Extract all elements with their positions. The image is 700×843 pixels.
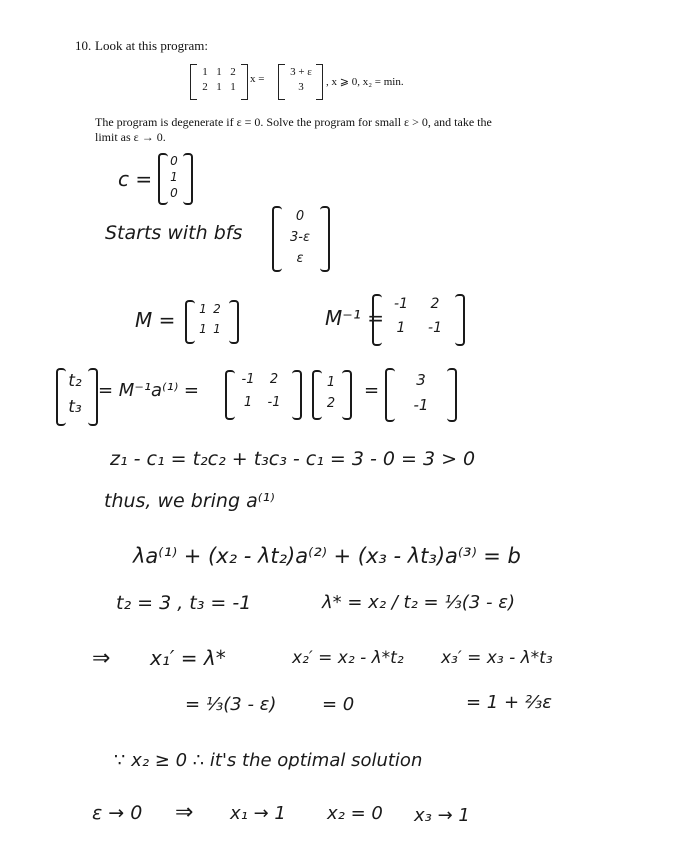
m-inverse-cell: 2 <box>430 296 440 312</box>
m-inverse-matrix <box>386 296 454 336</box>
optimal-solution-line: ∵ x₂ ≥ 0 ∴ it's the optimal solution <box>114 750 423 771</box>
matrix-cell: 1 <box>216 66 222 78</box>
c-vector-entry: 0 <box>170 186 178 200</box>
a1-vector-entry: 1 <box>326 375 336 390</box>
x2-prime: x₂′ = x₂ - λ*t₂ <box>292 648 404 668</box>
m-matrix-cell: 1 <box>199 322 207 336</box>
lambda-equation: λa⁽¹⁾ + (x₂ - λt₂)a⁽²⁾ + (x₃ - λt₃)a⁽³⁾ = b <box>133 544 521 568</box>
c-vector-entry: 1 <box>170 170 178 184</box>
m-inverse-matrix-2 <box>236 372 288 410</box>
m-inverse-cell: -1 <box>394 296 408 312</box>
rhs-cell: 3 <box>298 81 304 93</box>
limit-epsilon: ε → 0 <box>92 802 143 824</box>
m-label: M = <box>135 308 176 332</box>
t-vector <box>62 368 88 420</box>
x2-value: = 0 <box>322 694 355 715</box>
m-inverse-cell: 1 <box>396 320 406 336</box>
starts-with-bfs: Starts with bfs <box>105 222 243 244</box>
x1-value: = ⅓(3 - ε) <box>185 694 277 715</box>
implies-arrow: ⇒ <box>92 646 111 671</box>
t-values: t₂ = 3 , t₃ = -1 <box>116 592 252 614</box>
constraints: , x ⩾ 0, x₂ = min. <box>326 76 404 88</box>
limit-x1: x₁ → 1 <box>230 803 286 824</box>
x-equals: x = <box>250 73 265 85</box>
m-inverse-cell: 2 <box>269 372 279 387</box>
x3-prime: x₃′ = x₃ - λ*t₃ <box>441 648 553 668</box>
bfs-vector-entry: 3-ε <box>290 230 310 245</box>
bfs-vector <box>282 206 318 269</box>
problem-number: 10. <box>75 38 92 53</box>
bfs-vector-entry: 0 <box>295 209 305 224</box>
t-vector-entry: t₃ <box>68 397 82 417</box>
m-matrix <box>196 302 224 336</box>
limit-x3: x₃ → 1 <box>414 805 470 826</box>
bfs-vector-entry: ε <box>296 251 304 266</box>
m-inverse-label: M⁻¹ = <box>325 306 384 330</box>
matrix-cell: 1 <box>230 81 236 93</box>
x1-prime: x₁′ = λ* <box>150 646 226 670</box>
m-matrix-cell: 2 <box>213 302 221 316</box>
matrix-cell: 1 <box>202 66 208 78</box>
c-label: c = <box>118 167 153 191</box>
result-vector-entry: -1 <box>413 396 429 414</box>
z-minus-c-line: z₁ - c₁ = t₂c₂ + t₃c₃ - c₁ = 3 - 0 = 3 > 0 <box>110 448 476 470</box>
result-vector <box>396 368 446 418</box>
a1-vector-entry: 2 <box>326 396 336 411</box>
problem-description-line1: The program is degenerate if ε = 0. Solve the program for small ε > 0, and take the <box>95 115 492 129</box>
lambda-star: λ* = x₂ / t₂ = ⅓(3 - ε) <box>322 592 515 613</box>
m-inverse-cell: -1 <box>267 395 281 410</box>
m-inverse-cell: 1 <box>243 395 253 410</box>
limit-arrow: ⇒ <box>175 800 194 825</box>
m-inverse-cell: -1 <box>428 320 442 336</box>
x3-value: = 1 + ⅔ε <box>466 692 552 713</box>
c-vector <box>165 153 183 201</box>
limit-x2: x₂ = 0 <box>327 803 383 824</box>
equals-sign: = <box>364 380 380 401</box>
matrix-cell: 2 <box>230 66 236 78</box>
m-matrix-cell: 1 <box>199 302 207 316</box>
thus-line: thus, we bring a⁽¹⁾ <box>104 490 275 512</box>
c-vector-entry: 0 <box>170 154 178 168</box>
problem-prompt: Look at this program: <box>95 38 209 53</box>
result-vector-entry: 3 <box>416 371 426 389</box>
t-equation: = M⁻¹a⁽¹⁾ = <box>98 380 199 401</box>
m-matrix-cell: 1 <box>213 322 221 336</box>
matrix-cell: 2 <box>202 81 208 93</box>
t-vector-entry: t₂ <box>68 371 82 391</box>
problem-description-line2: limit as ε → 0. <box>95 130 166 144</box>
a1-vector <box>320 372 342 414</box>
m-inverse-cell: -1 <box>241 372 255 387</box>
rhs-cell: 3 + ε <box>290 66 312 78</box>
matrix-cell: 1 <box>216 81 222 93</box>
